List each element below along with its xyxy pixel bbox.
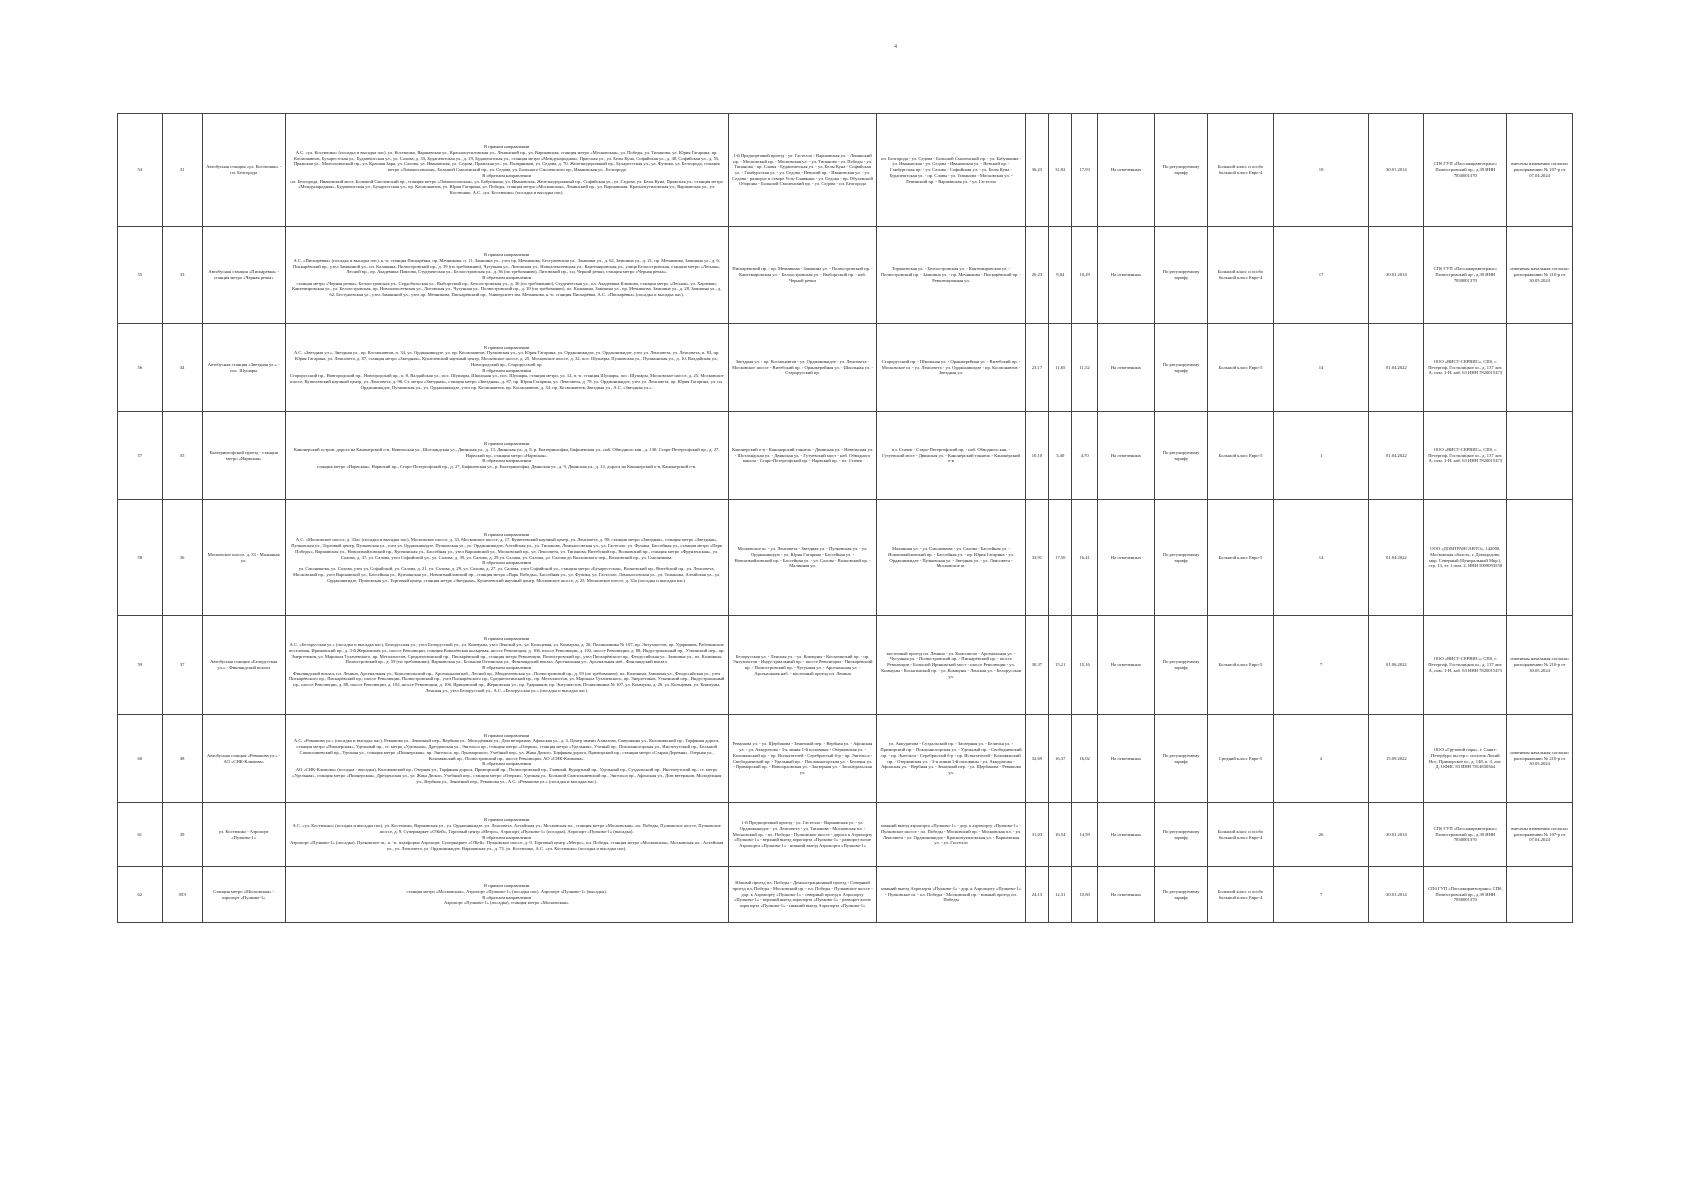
length-backward: 10,29 [1072,227,1097,324]
stops-backward: пл. Белгорода, Ивановский мост, Большой Смоленский пр., станция метро «Ломоносовская», ул. Бабушкина, ул. Ивановская, Железнодорожный пр., Софийская ул., ул. Седова, ул. Белы Куна, Пражская ул., станция метро «Международная», Будапештская ул., Бухарестская ул., пр. Космонавтов, ул. Юрия Гагарина, ул. Победы, станция метро «Московская», Ленинский пр., ул. Варшавская, Краснопутиловская ул., Варшавская ул., ул. Костюшко, А.С. «ул. Костюшко» (посадка и высадка пас). [290,178,723,196]
route-stops [285,227,728,324]
stops-order: На отмеченных [1097,500,1154,616]
row-number: 60 [118,715,163,803]
direction-heading-backward: В обратном направлении [482,172,532,178]
route-name: Автобусная станция «Пискарёвка» - станция метро «Черная речка» [202,227,285,324]
streets-forward: Звездная ул. - пр. Космонавтов - ул. Орджоникидзе - ул. Ленсовета - Московское шоссе - Витебский пр. - Оранжерейная ул. - Школьная ул. - Старорусский пр. [728,324,876,412]
vehicle-class: Большой класс и особо большой класс Евро-4 [1208,114,1274,227]
route-name: Московское шоссе, д. 33 - Малинная ул. [202,500,285,616]
stops-backward: Аэропорт «Пулково-1» (посадка), Пулковское ш., п. -п. платформа Аэропорт, Супермаркет «О'Кей», Пулковское шоссе, д. 9, Торговый центр «Метро», пл. Победы, станция метро «Московская», Московская пл., Алтайская ул., ул. Ленсовета, ул. Орджоникидзе, Варшавская ул., д. 73, ул. Костюшко, А.С. «ул. Костюшко» (посадка и высадка пас). [289,840,724,851]
carrier: СПб ГУП «Пассажиравтотранс» Полюстровский пр., д.39 ИНН 7830001370 [1424,114,1507,227]
route-number: 38 [162,715,202,803]
direction-heading-backward: В обратном направлении [482,275,532,280]
vehicle-class: Большой класс и особо большой класс Евро-4 [1208,803,1274,867]
route-number: 31 [162,114,202,227]
vehicle-count: 7 [1273,867,1368,923]
vehicle-class: Большой класс и особо большой класс Евро-4 [1208,867,1274,923]
streets-forward: Пискарёвский пр. - пр. Мечникова - Замшина ул. - Полюстровский пр. - Кантемировская ул. - Белоостровская ул. - Выборгский пр. - наб. Черной речки [728,227,876,324]
carrier: СПб ГУП «Пассажиравтотранс» Полюстровский пр., д.39 ИНН 7830001370 [1424,803,1507,867]
notes: внесены изменения согласно распоряжению № 107-р от 07.04.2024 [1507,803,1573,867]
length-forward: 15,21 [1049,616,1072,715]
vehicle-class: Большой класс Евро-5 [1208,324,1274,412]
length-backward: 14,59 [1072,803,1097,867]
streets-forward: 1-й Предпортовый проезд - ул. Гастелло - Варшавская ул. - ул. Орджоникидзе - ул. Ленсовета - ул. Типанова - Московская пл. - Московский пр. - пл. Победы - Пулковское шоссе - дорога к Аэропорту «Пулково-1» - верхний выезд аэропорта «Пулково-1» - разворот возле Аэропорта «Пулково-1» - нижний выезд Аэропорта «Пулково-1» [728,803,876,867]
length-total: 32,69 [1025,715,1048,803]
stops-backward: ул. Смолячкова, ул. Салова, узел ул. Софийской, ул. Салова, д. 21, ул. Салова, д. 29, ул. Салова, д. 27, ул. Салова, узел Софийской ул., станция метро «Бухарестская», Волковский пр., Витебский пр., ул. Ленсовета, Московский пр., узел Варшавской ул., Бассейная ул., Купчинская ул., Новоизмайловский пр., станция метро «Парк Победы», Бассейная ул., ул. Фучика, ул. Гастелло, Ломоносовская ул., ул. Типанова, Алтайская ул., ул. Орджоникидзе, Пулковская ул., Торговый центр, станция метро «Звездная», Кушелевский научный центр, Московское шоссе, д. 25, Московское шоссе, д. 33а (посадка и высадка пас). [292,566,721,583]
fare-type: По регулируемому тарифу [1155,412,1208,500]
route-number: 35 [162,412,202,500]
stops-forward: А.С. «Московское шоссе, д. 33а» (посадка и высадка пас), Московское шоссе, д. 33, Московское шоссе, д. 17, Кушелевский научный центр, ул. Ленсовета, д. 90, станция метро «Звездная», станция метро «Звездная», Пулковская ул., Торговый центр, Пулковская ул., узел ул. Орджоникидзе, Пулковская ул., ул. Орджоникидзе, Алтайская ул., ул. Типанова, Ломоносовская ул., ул. Гастелло, ул. Фучика, Бассейная ул., станция метро «Парк Победы», Варшавская ул., Новоизмайловский пр., Купчинская ул., Бассейная ул., узел Варшавской ул., Московский пр., ул. Ленсовета, ул. Типанова, Витебский пр., Волковский пр., станция метро «Фрунзенская», ул. Салова, д. 37, ул. Салова, узел Софийской ул., ул. Салова, д. 39, ул. Салова, д. 29 ул. Салова, ул. Салова, ул. Салова до Волховского пер., Волковский пр., ул. Смолячкова. [291,537,723,560]
stops-order: На отмеченных [1097,616,1154,715]
route-stops [285,412,728,500]
fare-type: По регулируемому тарифу [1155,616,1208,715]
stops-forward: А.С. «ул. Костюшко» (посадка и высадка пас), ул. Костюшко, Варшавская ул., ул. Орджоникидзе, ул. Ленсовета, Алтайская ул., Московская пл., станция метро «Московская», пл. Победы, Пулковское шоссе, Пулковское шоссе, д. 9, Супермаркет «О'Кей», Торговый центр «Метро», Аэропорт «Пулково-1» (посадка), Аэропорт «Пулково-1» (высадка). [292,823,721,834]
fare-type: По регулируемому тарифу [1155,324,1208,412]
direction-heading-backward: В обратном направлении [482,894,532,900]
direction-heading-forward: В прямом направлении [484,636,530,642]
direction-heading-forward: В прямом направлении [484,344,530,350]
streets-backward: нижний выезд аэропорта «Пулково-1» - дор. к аэропорту «Пулково-1» - Пулковское шоссе - пл. Победы - Московский пр. - Московская пл. - ул. Ленсовета - ул. Орджоникидзе - Краснопутиловская ул. - Варшавская ул. - ул. Гастелло [877,803,1025,867]
stops-order: На отмеченных [1097,227,1154,324]
direction-heading-forward: В прямом направлении [484,883,530,889]
stops-order: На отмеченных [1097,412,1154,500]
length-total: 36,23 [1025,114,1048,227]
length-backward: 16,41 [1072,500,1097,616]
vehicle-class: Средний класс Евро-5 [1208,715,1274,803]
length-backward: 10,60 [1072,867,1097,923]
fare-type: По регулируемому тарифу [1155,114,1208,227]
table-row [118,500,1573,616]
direction-heading-forward: В прямом направлении [484,817,530,823]
carrier: СПб ГУП «Пассажиравтотранс» СПб, Полюстровский пр., д.39 ИНН 7830001370 [1424,867,1507,923]
stops-backward: станция метро «Нарвская», Нарвский пр., Старо-Петергофский пр., д. 27, Бифшевская ул., р. Екатерингофка, Двинская ул., д. 9, Двинская ул., д. 13, дорога на Канонерский о-в, Канонерский о-в. [316,464,697,470]
vehicle-count: 14 [1273,500,1368,616]
start-date: 30.01.2014 [1369,227,1424,324]
direction-heading-forward: В прямом направлении [484,441,530,447]
length-backward: 4,70 [1072,412,1097,500]
length-backward: 15,16 [1072,616,1097,715]
notes: изменены начальная согласно распоряжению № 210-р от 30.05.2024 [1507,616,1573,715]
carrier: ООО «Грузовой парк», г. Санкт-Петербург, вн.тер.г. поселок Лисий Нос, Приморское ш., д. 148, к. 3, лит. Д, ОФИС 83 ИНН 7814830364 [1424,715,1507,803]
table-row [118,324,1573,412]
stops-backward: АО «СНК-Климова» (посадка - высадка), Коломяжский пр., Озерная ул., Торфяная дорога, Приморский пр., Полюстровский пр., Главный, Курортный пр., Удельный пр., Суздальский пр., Институтский пр., ст. метро «Удельная», станция метро «Пионерская», Дрезденская ул., ул. Жака Дюкло, Учебный пер., станция метро «Озерки», Уделная ул., Большой Сампсониевский пр., Энгельса пр., Афонская ул., Дом ветеранов, Молодёжная ул., Вербная ул., Зенитный пер., Ревашова ул., А.С. «Ревашова ул.» (посадка и высадка пас). [292,767,722,784]
fare-type: По регулируемому тарифу [1155,867,1208,923]
length-backward: 16,02 [1072,715,1097,803]
start-date: 01.04.2022 [1369,500,1424,616]
stops-backward: Аэропорт «Пулково-1» (посадка), станция метро «Московская». [443,900,570,906]
notes [1507,867,1573,923]
route-stops [285,114,728,227]
length-forward: 17,50 [1049,500,1072,616]
route-stops [285,500,728,616]
route-name: Автобусная станция «Ревашова ул.» - АО «СНК-Климова» [202,715,285,803]
length-total: 24,13 [1025,867,1048,923]
vehicle-count: 7 [1273,616,1368,715]
length-forward: 31,82 [1049,114,1072,227]
vehicle-count: 4 [1273,715,1368,803]
notes [1507,500,1573,616]
vehicle-class: Большой класс Евро-5 [1208,412,1274,500]
stops-forward: А.С. «Ревашова ул.» (посадка и высадка пас), Ревашова ул., Зенитный пер., Вербная ул., Молодёжная ул., Дом ветеранов, Афонская ул., д. 3, Центр имени Алмазова, Савушкина ул., Коломяжский пр., Торфяная дорога, станция метро «Пионерская», Удельный пр., ст. метро «Удельная», Дрезденская ул., Энгельса пр., станция метро «Озерки», станция метро «Удельная», Ученый пр., Поклонногорская ул., Институтский пр., Большой Сампсониевский пр., Уделная ул., станция метро «Пионерская», пр. Энгельса, пр. Луначарского, Учебный пер., ул. Жака Дюкло, Торфяная дорога, Приморский пр., станция метро «Старая Деревня», Озерная ул., Коломяжский пр., Полюстровский пр., шоссе Революции, АО «СНК-Климова». [293,738,720,761]
vehicle-count: 14 [1273,324,1368,412]
stops-order: На отмеченных [1097,867,1154,923]
route-name: Автобусная станция «Звездная ул.» - пос. Шушары [202,324,285,412]
streets-backward: Старорусский пр. - Школьная ул. - Оранжерейная ул. - Витебский пр. - Московское ш. - ул. Ленсовета - ул. Орджоникидзе - пр. Космонавтов - Звездная ул. [877,324,1025,412]
notes: изменены начальная согласно распоряжению № 210-р от 30.05.2024 [1507,227,1573,324]
carrier: ООО «ВИСТ-СЕРВИС», СПб, г. Петергоф, Гостилицкое ш., д. 137 лит. А, пом. 1-Н, каб. 63 ИНН 7820015473 [1424,324,1507,412]
vehicle-count: 1 [1273,412,1368,500]
length-total: 33,91 [1025,500,1048,616]
length-forward: 9,84 [1049,227,1072,324]
route-number: 37 [162,616,202,715]
direction-heading-forward: В прямом направлении [484,732,530,738]
start-date: 15.09.2022 [1369,715,1424,803]
streets-forward: Московское ш. - ул. Ленсовета - Звездная ул. - Пулковская ул. - ул. Орджоникидзе - ул. Юрия Гагарина - Бассейная ул. - Новоизмайловский пр. - Бассейная ул. - ул. Салова - Волковский пр. - Малинная ул. [728,500,876,616]
table-row [118,715,1573,803]
notes: изменены начальная согласно распоряжению № 210-р от 30.05.2024 [1507,715,1573,803]
start-date: 30.01.2014 [1369,114,1424,227]
row-number: 59 [118,616,163,715]
stops-forward: станция метро «Московская», Аэропорт «Пулково-1» (посадка пас), Аэропорт «Пулково-1» (высадка). [406,888,607,894]
row-number: 55 [118,227,163,324]
route-name: Автобусная станция «ул. Костюшко» - пл. Белгорода [202,114,285,227]
row-number: 61 [118,803,163,867]
table-row [118,114,1573,227]
table-row [118,227,1573,324]
route-number: 33 [162,227,202,324]
streets-backward: Торжковская ул. - Белоостровская ул. - Кантемировская ул. - Полюстровский пр. - Замшина ул. - пр. Мечникова - Пискарёвский пр. - Революционная ул. [877,227,1025,324]
length-forward: 16,37 [1049,715,1072,803]
length-total: 10,10 [1025,412,1048,500]
length-total: 23,17 [1025,324,1048,412]
length-forward: 11,65 [1049,324,1072,412]
direction-heading-forward: В прямом направлении [484,531,530,537]
fare-type: По регулируемому тарифу [1155,500,1208,616]
table-row [118,803,1573,867]
fare-type: По регулируемому тарифу [1155,715,1208,803]
page-number: 4 [894,44,897,50]
route-number: 39 [162,803,202,867]
stops-forward: А.С. «Пискарёвка» (посадка и высадка пас), к.-п. станция Пискарёвка, пр. Мечникова, п. 11, Замшина ул., узел пр. Мечникова, Бестужевская ул., Замшина ул., д. 62, Замшина ул., д. 21, пр. Мечникова, Замшина ул., д. 6, Пискарёвский пр., узел Замшиной ул., пл. Калинина, Полюстровский пр., д. 39 (по требованию), Чугунная ул., Литовская ул., Новоалексеевская ул., Кантемировская ул., улица Белоостровская, станция метро «Лесная», Лесной пр., пр. Академика Павлова, Студенческая ул., Белоостровская ул., д. 36 (по требованию), Литовский пр., т.ц. Черной речки, станция метро «Черная речка». [293,257,721,275]
streets-forward: Канонерский о-в - Канонерский тоннель - Двинская ул. - Невельская ул. - Шотландская ул. - Двинская ул. - Гутуевский мост - наб. Обводного канала - Старо-Петергофский пр. - Нарвский пр. - пл. Стачек [728,412,876,500]
direction-heading-backward: В обратном направлении [482,458,532,464]
streets-backward: пл. Белгорода - ул. Седова - Большой Смоленский пр. - ул. Бабушкина - ул. Ивановская - ул. Седова - Ивановская ул. - Невский пр. - Гамбургская пр. - ул. Салова - Софийская ул. - ул. Белы Куна - Будапештская ул. - пр. Славы - ул. Типанова - Московская ул. - Ленинский пр. - Варшавская ул. - ул. Гастелло [877,114,1025,227]
fare-type: По регулируемому тарифу [1155,227,1208,324]
route-stops [285,715,728,803]
row-number: 62 [118,867,163,923]
stops-order: На отмеченных [1097,803,1154,867]
length-forward: 12,31 [1049,867,1072,923]
length-total: 20,23 [1025,227,1048,324]
start-date: 01.04.2022 [1369,412,1424,500]
streets-backward: ул. Аккуратова - Суздальский пр. - Заозерная ул. - Беличья ул. - Приморский пр. - Поклонногорская ул. - Удельный пр. - Свободненский пр. - пр. Энгельса - Серебристый б-р - пр. Испытателей - Коломяжский пр. - Озерковская ул. - 3-я линия 1-й половины - ул. Аккуратова - Афонская ул. - Вербная ул. - Зенитный пер. - ул. Щербакова - Ревашова ул. [877,715,1025,803]
route-name: Станция метро «Московская» - аэропорт «Пулково-1» [202,867,285,923]
route-stops [285,803,728,867]
route-number: 34 [162,324,202,412]
vehicle-count: 26 [1273,803,1368,867]
direction-heading-forward: В прямом направлении [484,252,530,258]
start-date: 01.06.2022 [1369,616,1424,715]
vehicle-class: Большой класс Евро-5 [1208,616,1274,715]
direction-heading-backward: В обратном направлении [482,834,532,840]
route-number: 39Э [162,867,202,923]
route-stops [285,616,728,715]
route-number: 36 [162,500,202,616]
stops-forward: А.С. «Звездная ул.», Звездная ул., пр. Космонавтов, п. 34, ул. Орджоникидзе, ул. пр. Космонавтов, Пулковская ул., ул. Юрия Гагарина, ул. Орджоникидзе, ул. Орджоникидзе, узел ул. Ленсовета, ул. Ленсовета, п. 83, пр. Юрия Гагарина, ул. Ленсовета, д. 87, станция метро «Звездная», Кушелевский научный центр, Московское шоссе, д. 25, Московское шоссе, д. 32, пос. Шушары, Пулковская ул., Пушкинская ул., д. 10, Валдайская ул., Новгородский пр., Старорусский пр. [293,350,720,367]
stops-forward: А.С. «Белорусская ул.» (посадка и высадка пас), Белорусская ул., узел Белорусской ул., ул. Коммуны, узел Ленской ул., ул. Кольцевая, ул. Коммуны, д. 26, Поликлиника № 107, пр. Энтузиастов, пр. Ударников, Рабочинские поселения, Ириновский пр., д. 3-й Жерновская ул., шоссе Революции, станция Ковалёвская кольцевая, шоссе Революции, д. 106, шоссе Революции, д. 102, шоссе Революции, д. 88, Индустриальный пр., Уткинский пер., пр. Энергетиков, ул. Маршала Тухачевского, пр. Металлистов, Среднеохтинский пр., Пискарёвский пр., станция метро Революции, Полюстровский пр., узел Пискарёвского пр., Феодосийская ул., Замшина ул., пл. Калинина, Полюстровский пр., д. 59 (по требованию), Варшавская ул., Большая Охтинская ул., Финляндский вокзал, Арсенальная ул., Арсенальная наб., Финляндский вокзал. [288,642,725,665]
direction-heading-backward: В обратном направлении [482,761,532,767]
streets-backward: пл. Стачек - Старо-Петергофский пр. - наб. Обводного кан. - Гутуевский мост - Двинская ул. - Канонерский тоннель - Канонерский о-в [877,412,1025,500]
route-name: Екатерингофский проезд - станция метро «Нарвская» [202,412,285,500]
length-forward: 5,40 [1049,412,1072,500]
route-stops [285,324,728,412]
carrier: ООО «ДОМТРАНСАВТО», 142000, Московская область, г. Домодедово, мкр. Северный (Центральный Мкр.), стр. 13, эт. 1 пом. 2, ИНН 5009093550 [1424,500,1507,616]
streets-forward: Белорусская ул. - Ленская ул. - ул. Коммуны - Косыгинский пр. - пр. Энтузиастов - Индустриальный пр. - шоссе Революции - Пискарёвский пр. - Полюстровский пр. - Чугунная ул. - Арсенальная ул. - Арсенальная наб. - восточный проезд пл. Ленина [728,616,876,715]
table-row [118,867,1573,923]
vehicle-class: Большой класс и особо большой класс Евро-4 [1208,227,1274,324]
notes [1507,324,1573,412]
fare-type: По регулируемому тарифу [1155,803,1208,867]
streets-backward: Малинная ул. - ул. Смолячкова - ул. Салова - Бассейная ул. - Новоизмайловский пр. - Бассейная ул. - пр. Юрия Гагарина - ул. Орджоникидзе - Пулковская ул. - Звездная ул. - ул. Ленсовета - Московское ш. [877,500,1025,616]
length-forward: 16,54 [1049,803,1072,867]
streets-backward: восточный проезд пл. Ленина - ул. Комсомола - Арсенальная ул. - Чугунная ул. - Полюстровский пр. - Пискарёвский пр. - шоссе Революции - Большой Ириновский мост - шоссе Революции - ул. Коммуны - Косыгинский пр. - ул. Коммуны - Ленская ул. - Белорусская ул. [877,616,1025,715]
start-date: 01.04.2022 [1369,324,1424,412]
direction-heading-backward: В обратном направлении [482,367,532,373]
vehicle-count: 17 [1273,227,1368,324]
start-date: 30.01.2014 [1369,803,1424,867]
stops-order: На отмеченных [1097,114,1154,227]
stops-order: На отмеченных [1097,324,1154,412]
row-number: 57 [118,412,163,500]
notes: внесены изменения согласно распоряжению № 107-р от 07.04.2024 [1507,114,1573,227]
length-total: 30,37 [1025,616,1048,715]
streets-forward: Ревашова ул. - ул. Щербакова - Зенитный пер. - Вербная ул. - Афонская ул. - ул. Аккуратова - 3-я линия 1-й половины - Озерковская ул. - Коломяжский пр. - пр. Испытателей - Серебристый б-р - пр. Энгельса - Свободненский пр. - Удельный пр. - Поклонногорская ул. - Беличья ул. - Приморский пр. - Новоорловская ул. - Заозерная ул. - Засонедальская ул. [728,715,876,803]
row-number: 58 [118,500,163,616]
stops-backward: Старорусский пр., Новгородский пр., Новгородский пр., п. 8, Валдайская ул., пос. Шушары, Школьная ул., пос. Шушары, станция метро, ул. 12, п.-п. станция Шушары, пос. Шушары, Московское шоссе, д. 25, Московское шоссе, Кушелевский научный центр, ул. Ленсовета, д. 96, Ст. метро «Звездная», станция метро «Звездная», д. 87, пр. Юрия Гагарина, ул. Ленсовета, д. 78, ул. Орджоникидзе, узел ул. Ленсовета, пр. Юрия Гагарина, ул. пл. Орджоникидзе, Пулковская ул., ул. Орджоникидзе, узел пр. Космонавтов, пр. Космонавтов, д. 34, пр. Космонавтов, Звездная ул., А.С. «Звездная ул.». [289,373,724,390]
start-date: 30.01.2014 [1369,867,1424,923]
stops-forward: А.С. «ул. Костюшко» (посадка и высадка пас), ул. Костюшко, Варшавская ул., Краснопутиловская ул., Ленинский пр., ул. Варшавская, станция метро «Московская», ул. Победы, ул. Типанова, ул. Юрия Гагарина, пр. Космонавтов, Бухарестская ул., Будапештская ул., ул. Салова, д. 33, Будапештская ул., д. 19, Будапештская ул., станция метро «Международная», Прагская ул., ул. Белы Куна, Софийская ул., д. 48, Софийская ул., д. 55, Пражская ул., Малоохтинский пр., ул. Красная Заря, ул. Салова, ул. Ивановская, ул. Седова, Пражская ул., ул. Полярников, ул. Седова, д. 70, Железнодорожный пр., Бухарестская ул., ул. Фучика, ул. Белгорода, станция метро «Ломоносовская», Большой Смоленский пр., ул. Седова, ул. Большого Смоленского пр., Ивановская ул., Белгорода [293,149,720,173]
streets-forward: 1-й Предпортовый проезд - ул. Гастелло - Варшавская ул. - Ленинский пр. - Московский пр. - Московская ул. - ул. Типанова - ул. Победы - ул. Типанова - пр. Славы - Будапештская ул. - ул. Белы Куна - Софийская ул. - Гамбургская ул. - ул. Седова - Невский пр. - Ивановская ул. - ул. Седова - разворот в створе Усть-Славянки - ул. Седова - пр. Обуховской Обороны - Большой Смоленский пр. - ул. Седова - пл. Белгорода [728,114,876,227]
stops-forward: Канонерский остров, дорога на Канонерский о-в, Невельская ул., Шотландская ул., Двинская ул., д. 13, Двинская ул., д. 9, р. Екатерингофка, Бифшевская ул., наб. Обводного кан., д. 130, Старо-Петергофский пр., д. 27, Нарвский пр., станция метро «Нарвская». [293,446,720,458]
stops-backward: станция метро «Черная речка», Белоостровская ул., Сердобольская ул., Выборгский пр., Белоостровская ул., д. 36 (по требованию), Студенческая ул., пл. Академика Климова, станция метро «Лесная», ул. Харченко, Кантемировская ул., ул. Белоостровская, пр. Новоалексеевская ул., Литовская ул., Чугунная ул., Полюстровский пр., д. 39 (по требованию), пл. Калинина, Замшина ул., пр. Мечникова, Замшина ул., д. 28, Замшина ул., д. 62, Бестужевская ул., узел Замшиной ул., узел пр. Мечникова, Пискарёвский пр., Университет им. Мечникова, к.-п. станция Пискарёвка, А.С. «Пискарёвка» (посадка и высадка пас). [291,280,722,298]
streets-forward: Южный проезд пл. Победы - Демонстрационный проезд - Северный проезд пл. Победы - Московский пр. - пл. Победы - Пулковское шоссе - дор. к Аэропорту «Пулково-1» - северный проезд к Аэропорту «Пулково-1» - верхний выезд аэропорта «Пулково-1» - разворот возле аэропорта «Пулково-1» - нижний выезд Аэропорта «Пулково-1» [728,867,876,923]
notes [1507,412,1573,500]
route-stops [285,867,728,923]
length-total: 31,03 [1025,803,1048,867]
table-row [118,616,1573,715]
routes-register-table [117,113,1573,923]
stops-backward: Финляндский вокзал, пл. Ленина, Арсенальная ул., Комсомольский пр., Арсенальная наб., Лесной пр., Менделеевская ул., Полюстровский пр., д. 59 (по требованию), пл. Калинина, Замшина ул., Феодосийская ул., узел Пискарёвского пр., Пискарёвский пр., шоссе Революции, Полюстровский пр., узел Пискарёвского пр., Среднеохтинский пр., пр. Металлистов, ул. Маршала Тухачевского, пр. Энергетиков, Уткинский пер., Индустриальный пр., шоссе Революции, д. 88, шоссе Революции, д. 102, шоссе Революции, д. 106, Ириновский пр., Жерновская ул., пр. Ударников, пр. Энтузиастов, Поликлиника № 107, ул. Коммуны, д. 26, ул. Кольцевая, ул. Коммуны, Ленская ул., узел Белорусской ул., А.С. «Белорусская ул.» (посадка и высадка пас). [288,670,725,693]
carrier: ООО «ВИСТ-СЕРВИС», СПб, г. Петергоф, Гостилицкое ш., д. 137 лит. А, пом. 1-Н, каб. 63 ИНН 7820015473 [1424,412,1507,500]
row-number: 54 [118,114,163,227]
route-name: Автобусная станция «Белорусская ул.» - Финляндский вокзал [202,616,285,715]
direction-heading-forward: В прямом направлении [484,144,530,150]
vehicle-count: 18 [1273,114,1368,227]
length-backward: 11,52 [1072,324,1097,412]
direction-heading-backward: В обратном направлении [482,665,532,670]
direction-heading-backward: В обратном направлении [482,560,532,566]
table-body [118,114,1573,923]
vehicle-class: Большой класс Евро-5 [1208,500,1274,616]
carrier: ООО «ВИСТ-СЕРВИС», СПб, г. Петергоф, Гостилицкое ш., д. 137 лит. А, пом. 1-Н, каб. 63 ИНН 7820015473 [1424,616,1507,715]
length-backward: 17,93 [1072,114,1097,227]
stops-order: На отмеченных [1097,715,1154,803]
route-name: ул. Костюшко - Аэропорт «Пулково-1» [202,803,285,867]
carrier: СПб ГУП «Пассажиравтотранс» Полюстровский пр., д.39 ИНН 7830001370 [1424,227,1507,324]
table-row [118,412,1573,500]
row-number: 56 [118,324,163,412]
streets-backward: нижний выезд Аэропорта «Пулково-1» - дор. к Аэропорту «Пулково-1» - Пулковское ш. - пл. Победы - Московский пр. - южный проезд пл. Победы [877,867,1025,923]
